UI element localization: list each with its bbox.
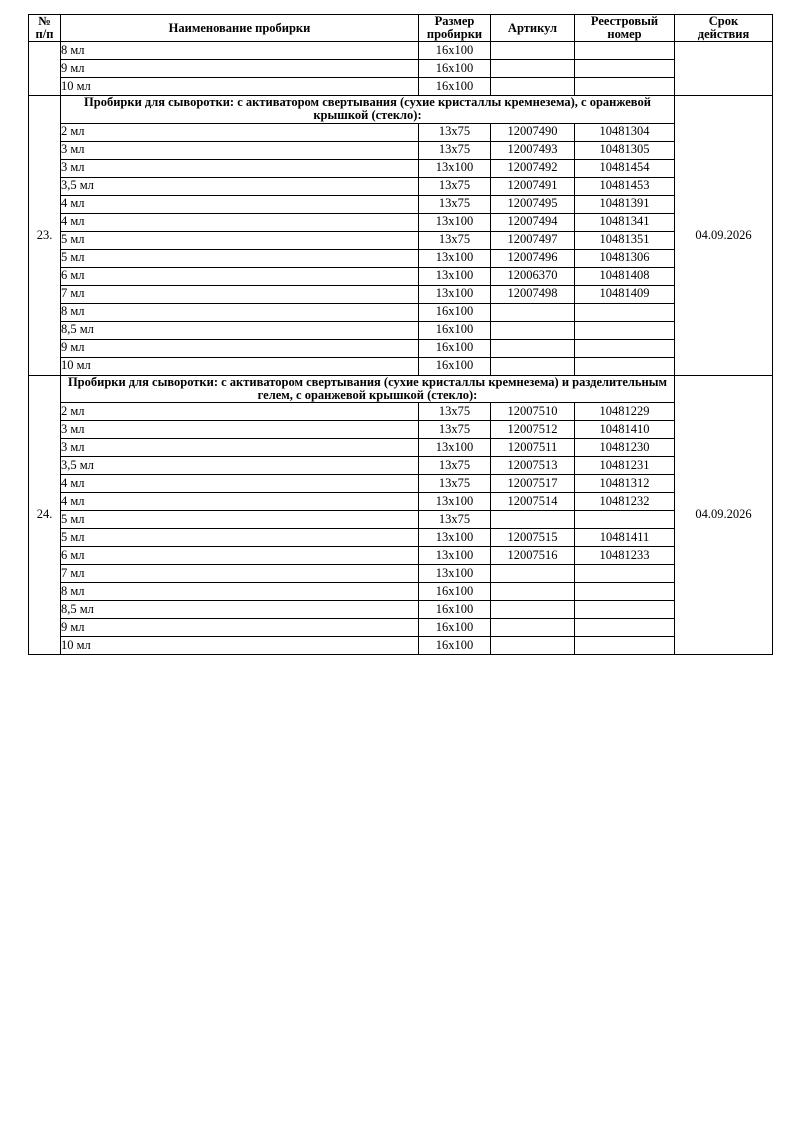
table-row: [29, 456, 773, 474]
article-cell: [491, 339, 575, 357]
table-row: [29, 177, 773, 195]
article-cell: 12007515: [491, 528, 575, 546]
column-header-registry-line1: Реестровый: [590, 14, 659, 28]
article-cell: 12007495: [491, 195, 575, 213]
tube-name-cell: 2 мл: [61, 402, 419, 420]
column-header-number-line1: №: [38, 14, 51, 28]
table-row: [29, 249, 773, 267]
tube-size-cell: 16x100: [419, 582, 491, 600]
tube-size-cell: 16x100: [419, 600, 491, 618]
tube-name-cell: 6 мл: [61, 546, 419, 564]
group-title-cell: Пробирки для сыворотки: с активатором свертывания (сухие кристаллы кремнезема) и разделительным гелем, с оранжевой крышкой (стекло):: [61, 375, 675, 402]
group-number-cell: 23.: [29, 96, 61, 375]
article-cell: [491, 600, 575, 618]
table-row: [29, 438, 773, 456]
registry-number-cell: [575, 303, 675, 321]
article-cell: [491, 60, 575, 78]
article-cell: [491, 618, 575, 636]
tube-size-cell: 13x75: [419, 402, 491, 420]
registry-number-cell: [575, 339, 675, 357]
column-header-registry-line2: номер: [607, 27, 642, 42]
table-row: [29, 42, 773, 60]
registry-number-cell: [575, 636, 675, 654]
column-header-number-line2: п/п: [35, 27, 54, 42]
registry-number-cell: [575, 618, 675, 636]
group-title-cell: Пробирки для сыворотки: с активатором свертывания (сухие кристаллы кремнезема), с оранжевой крышкой (стекло):: [61, 96, 675, 123]
registry-number-cell: [575, 510, 675, 528]
tube-name-cell: 3,5 мл: [61, 177, 419, 195]
article-cell: 12007494: [491, 213, 575, 231]
tube-name-cell: 5 мл: [61, 249, 419, 267]
table-row: [29, 195, 773, 213]
tube-size-cell: 16x100: [419, 60, 491, 78]
table-row: [29, 213, 773, 231]
column-header-number: [29, 15, 61, 42]
column-header-validity-line1: Срок: [708, 14, 739, 28]
tube-name-cell: 4 мл: [61, 213, 419, 231]
registry-number-cell: 10481305: [575, 141, 675, 159]
table-row: [29, 78, 773, 96]
tube-size-cell: 13x75: [419, 420, 491, 438]
tube-size-cell: 13x100: [419, 159, 491, 177]
article-cell: 12007512: [491, 420, 575, 438]
table-row: [29, 510, 773, 528]
table-row: [29, 141, 773, 159]
column-header-name: Наименование пробирки: [61, 15, 419, 42]
article-cell: [491, 564, 575, 582]
registry-number-cell: 10481231: [575, 456, 675, 474]
table-body: [29, 42, 773, 655]
registry-number-cell: 10481230: [575, 438, 675, 456]
article-cell: 12007496: [491, 249, 575, 267]
tube-size-cell: 16x100: [419, 357, 491, 375]
registry-number-cell: [575, 60, 675, 78]
table-row: [29, 267, 773, 285]
row-number-cell: [29, 42, 61, 96]
tube-size-cell: 13x100: [419, 438, 491, 456]
tube-size-cell: 13x75: [419, 141, 491, 159]
tube-size-cell: 16x100: [419, 321, 491, 339]
column-header-registry: [575, 15, 675, 42]
column-header-article: Артикул: [491, 15, 575, 42]
tube-name-cell: 3 мл: [61, 438, 419, 456]
group-number-cell: 24.: [29, 375, 61, 654]
table-row: [29, 564, 773, 582]
table-row: [29, 546, 773, 564]
table-header-row: [29, 15, 773, 42]
tube-name-cell: 8,5 мл: [61, 600, 419, 618]
tube-size-cell: 13x75: [419, 123, 491, 141]
tube-size-cell: 13x100: [419, 249, 491, 267]
article-cell: [491, 303, 575, 321]
table-row: [29, 582, 773, 600]
table-row: [29, 285, 773, 303]
article-cell: [491, 321, 575, 339]
group-title-row: [29, 96, 773, 123]
article-cell: 12007491: [491, 177, 575, 195]
article-cell: 12007514: [491, 492, 575, 510]
column-header-size-line1: Размер: [434, 14, 475, 28]
table-row: [29, 474, 773, 492]
article-cell: 12007490: [491, 123, 575, 141]
registry-number-cell: 10481391: [575, 195, 675, 213]
table-row: [29, 528, 773, 546]
column-header-validity: [675, 15, 773, 42]
article-cell: [491, 636, 575, 654]
registry-number-cell: 10481341: [575, 213, 675, 231]
tube-size-cell: 13x75: [419, 177, 491, 195]
tube-name-cell: 3 мл: [61, 159, 419, 177]
table-header: [29, 15, 773, 42]
registry-number-cell: 10481411: [575, 528, 675, 546]
registry-number-cell: [575, 564, 675, 582]
registry-number-cell: 10481233: [575, 546, 675, 564]
validity-date-cell: 04.09.2026: [675, 375, 773, 654]
registry-number-cell: 10481304: [575, 123, 675, 141]
validity-date-cell: 04.09.2026: [675, 96, 773, 375]
article-cell: 12007517: [491, 474, 575, 492]
tube-size-cell: 13x100: [419, 564, 491, 582]
tube-name-cell: 5 мл: [61, 510, 419, 528]
registry-number-cell: 10481232: [575, 492, 675, 510]
registry-number-cell: [575, 582, 675, 600]
tube-name-cell: 3,5 мл: [61, 456, 419, 474]
tube-name-cell: 3 мл: [61, 420, 419, 438]
tube-size-cell: 13x75: [419, 231, 491, 249]
tube-name-cell: 8,5 мл: [61, 321, 419, 339]
registry-number-cell: 10481312: [575, 474, 675, 492]
column-header-validity-line2: действия: [697, 27, 750, 42]
tube-size-cell: 13x100: [419, 213, 491, 231]
tube-specification-table: [28, 14, 773, 655]
registry-number-cell: 10481454: [575, 159, 675, 177]
tube-name-cell: 3 мл: [61, 141, 419, 159]
registry-number-cell: 10481453: [575, 177, 675, 195]
tube-name-cell: 7 мл: [61, 285, 419, 303]
tube-name-cell: 4 мл: [61, 492, 419, 510]
registry-number-cell: 10481410: [575, 420, 675, 438]
tube-name-cell: 5 мл: [61, 528, 419, 546]
tube-size-cell: 13x100: [419, 528, 491, 546]
table-row: [29, 159, 773, 177]
table-row: [29, 123, 773, 141]
article-cell: [491, 78, 575, 96]
table-row: [29, 492, 773, 510]
tube-name-cell: 5 мл: [61, 231, 419, 249]
tube-name-cell: 10 мл: [61, 636, 419, 654]
article-cell: 12007498: [491, 285, 575, 303]
tube-name-cell: 7 мл: [61, 564, 419, 582]
article-cell: 12006370: [491, 267, 575, 285]
article-cell: 12007497: [491, 231, 575, 249]
table-row: [29, 600, 773, 618]
tube-size-cell: 16x100: [419, 339, 491, 357]
article-cell: 12007493: [491, 141, 575, 159]
registry-number-cell: [575, 321, 675, 339]
column-header-size: [419, 15, 491, 42]
registry-number-cell: [575, 42, 675, 60]
registry-number-cell: 10481306: [575, 249, 675, 267]
table-row: [29, 231, 773, 249]
article-cell: 12007510: [491, 402, 575, 420]
column-header-size-line2: пробирки: [426, 27, 483, 42]
table-row: [29, 303, 773, 321]
article-cell: [491, 42, 575, 60]
tube-size-cell: 16x100: [419, 618, 491, 636]
tube-size-cell: 13x100: [419, 267, 491, 285]
article-cell: 12007511: [491, 438, 575, 456]
registry-number-cell: 10481409: [575, 285, 675, 303]
tube-name-cell: 4 мл: [61, 474, 419, 492]
tube-size-cell: 16x100: [419, 42, 491, 60]
tube-name-cell: 9 мл: [61, 339, 419, 357]
table-row: [29, 618, 773, 636]
tube-name-cell: 8 мл: [61, 582, 419, 600]
table-row: [29, 60, 773, 78]
registry-number-cell: [575, 357, 675, 375]
article-cell: [491, 510, 575, 528]
group-title-row: [29, 375, 773, 402]
table-row: [29, 339, 773, 357]
tube-size-cell: 13x100: [419, 546, 491, 564]
tube-size-cell: 13x75: [419, 456, 491, 474]
article-cell: 12007516: [491, 546, 575, 564]
tube-name-cell: 6 мл: [61, 267, 419, 285]
registry-number-cell: [575, 600, 675, 618]
tube-name-cell: 8 мл: [61, 42, 419, 60]
tube-name-cell: 9 мл: [61, 618, 419, 636]
article-cell: 12007492: [491, 159, 575, 177]
table-row: [29, 357, 773, 375]
tube-size-cell: 13x100: [419, 285, 491, 303]
tube-name-cell: 2 мл: [61, 123, 419, 141]
tube-size-cell: 16x100: [419, 78, 491, 96]
registry-number-cell: 10481408: [575, 267, 675, 285]
article-cell: [491, 582, 575, 600]
validity-date-cell: [675, 42, 773, 96]
tube-name-cell: 10 мл: [61, 78, 419, 96]
tube-size-cell: 13x75: [419, 195, 491, 213]
table-row: [29, 321, 773, 339]
tube-size-cell: 13x100: [419, 492, 491, 510]
table-row: [29, 402, 773, 420]
tube-size-cell: 16x100: [419, 636, 491, 654]
tube-name-cell: 8 мл: [61, 303, 419, 321]
registry-number-cell: 10481229: [575, 402, 675, 420]
article-cell: [491, 357, 575, 375]
tube-size-cell: 16x100: [419, 303, 491, 321]
registry-number-cell: 10481351: [575, 231, 675, 249]
table-row: [29, 636, 773, 654]
tube-name-cell: 4 мл: [61, 195, 419, 213]
table-row: [29, 420, 773, 438]
tube-name-cell: 10 мл: [61, 357, 419, 375]
tube-name-cell: 9 мл: [61, 60, 419, 78]
registry-number-cell: [575, 78, 675, 96]
tube-size-cell: 13x75: [419, 510, 491, 528]
tube-size-cell: 13x75: [419, 474, 491, 492]
article-cell: 12007513: [491, 456, 575, 474]
